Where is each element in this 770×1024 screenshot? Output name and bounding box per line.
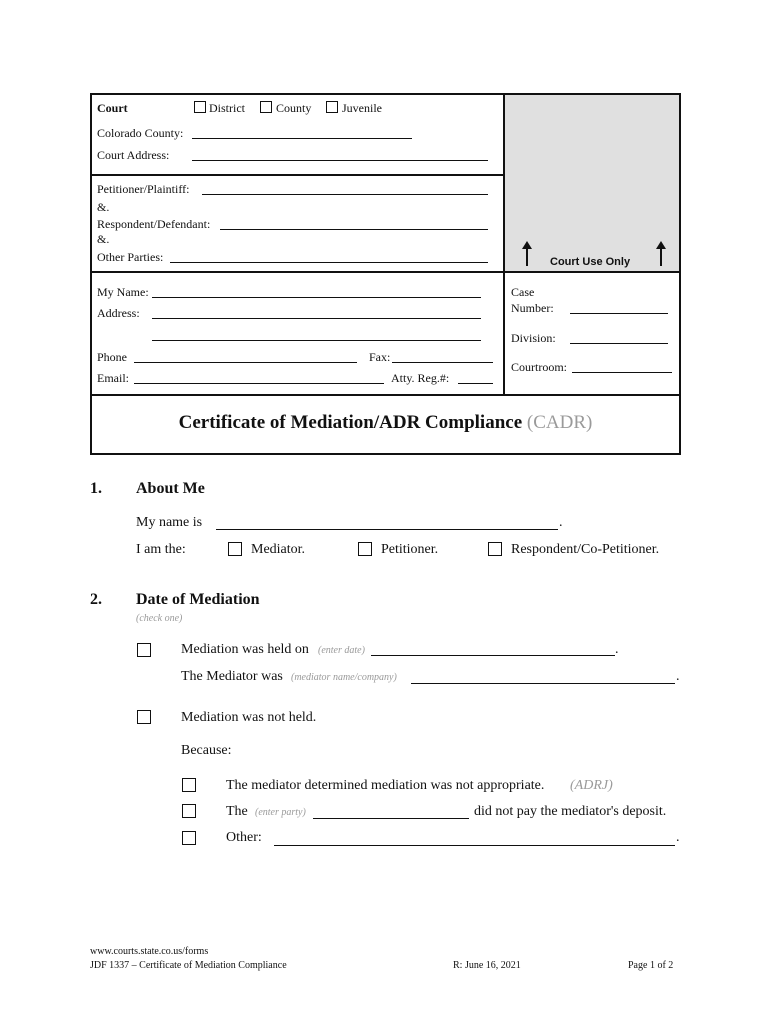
mediation-date-field[interactable] bbox=[371, 655, 615, 656]
caption-divider bbox=[503, 93, 505, 395]
division-field[interactable] bbox=[570, 343, 668, 344]
county-label: County bbox=[276, 101, 312, 115]
footer-page: Page 1 of 2 bbox=[628, 960, 674, 971]
reason-deposit-the: The bbox=[226, 804, 248, 819]
mediator-name-period: . bbox=[676, 669, 680, 684]
reason-not-appropriate-label: The mediator determined mediation was not appropriate. bbox=[226, 778, 545, 793]
amp-line-2: &. bbox=[97, 232, 110, 246]
section-2-number: 2. bbox=[90, 591, 102, 608]
section-1-heading: About Me bbox=[136, 480, 205, 497]
phone-label: Phone bbox=[97, 350, 127, 364]
enter-date-hint: (enter date) bbox=[318, 645, 365, 656]
mediator-name-field[interactable] bbox=[411, 683, 675, 684]
footer-form-id: JDF 1337 – Certificate of Mediation Compliance bbox=[90, 960, 287, 971]
courtroom-label: Courtroom: bbox=[511, 360, 567, 374]
court-address-label: Court Address: bbox=[97, 148, 170, 162]
my-name-field[interactable] bbox=[152, 297, 481, 298]
colorado-county-field[interactable] bbox=[192, 138, 412, 139]
atty-reg-field[interactable] bbox=[458, 383, 493, 384]
amp-line-1: &. bbox=[97, 200, 110, 214]
mediation-date-period: . bbox=[615, 642, 619, 657]
district-label: District bbox=[209, 101, 245, 115]
other-parties-label: Other Parties: bbox=[97, 250, 164, 264]
court-use-only-label: Court Use Only bbox=[550, 256, 631, 268]
mediator-checkbox[interactable] bbox=[228, 542, 242, 556]
party-field[interactable] bbox=[313, 818, 469, 819]
mediation-not-held-label: Mediation was not held. bbox=[181, 710, 317, 725]
section-1-number: 1. bbox=[90, 480, 102, 497]
court-address-field[interactable] bbox=[192, 160, 488, 161]
respondent-option-label: Respondent/Co-Petitioner. bbox=[511, 542, 660, 557]
title-main: Certificate of Mediation/ADR Compliance bbox=[178, 412, 523, 433]
mediator-label: Mediator. bbox=[251, 542, 306, 557]
because-label: Because: bbox=[181, 743, 232, 758]
fax-field[interactable] bbox=[392, 362, 493, 363]
petitioner-field[interactable] bbox=[202, 194, 488, 195]
reason-other-label: Other: bbox=[226, 830, 262, 845]
respondent-checkbox[interactable] bbox=[488, 542, 502, 556]
mediation-held-checkbox[interactable] bbox=[137, 643, 151, 657]
my-name-is-label: My name is bbox=[136, 515, 203, 530]
footer-revision: R: June 16, 2021 bbox=[453, 960, 521, 971]
section-2-heading: Date of Mediation bbox=[136, 591, 260, 608]
i-am-the-label: I am the: bbox=[136, 542, 186, 557]
mediator-was-label: The Mediator was bbox=[181, 669, 283, 684]
phone-field[interactable] bbox=[134, 362, 357, 363]
court-label: Court bbox=[97, 101, 128, 115]
mediation-held-label: Mediation was held on bbox=[181, 642, 309, 657]
case-number-field[interactable] bbox=[570, 313, 668, 314]
caption-rule-2 bbox=[90, 271, 681, 273]
footer-url: www.courts.state.co.us/forms bbox=[90, 946, 209, 957]
page-title bbox=[90, 412, 681, 434]
colorado-county-label: Colorado County: bbox=[97, 126, 184, 140]
address-label: Address: bbox=[97, 306, 140, 320]
petitioner-checkbox[interactable] bbox=[358, 542, 372, 556]
address-field-2[interactable] bbox=[152, 340, 481, 341]
county-checkbox[interactable] bbox=[260, 101, 272, 113]
atty-reg-label: Atty. Reg.#: bbox=[391, 371, 450, 385]
courtroom-field[interactable] bbox=[572, 372, 672, 373]
reason-deposit-checkbox[interactable] bbox=[182, 804, 196, 818]
petitioner-option-label: Petitioner. bbox=[381, 542, 439, 557]
my-name-label: My Name: bbox=[97, 285, 149, 299]
reason-not-appropriate-code: (ADRJ) bbox=[570, 778, 613, 793]
reason-not-appropriate-checkbox[interactable] bbox=[182, 778, 196, 792]
petitioner-label: Petitioner/Plaintiff: bbox=[97, 182, 190, 196]
arrow-up-icon bbox=[654, 241, 668, 267]
reason-other-period: . bbox=[676, 830, 680, 845]
respondent-field[interactable] bbox=[220, 229, 488, 230]
fax-label: Fax: bbox=[369, 350, 391, 364]
juvenile-label: Juvenile bbox=[342, 101, 382, 115]
reason-other-checkbox[interactable] bbox=[182, 831, 196, 845]
address-field-1[interactable] bbox=[152, 318, 481, 319]
enter-party-hint: (enter party) bbox=[255, 807, 306, 818]
respondent-label: Respondent/Defendant: bbox=[97, 217, 211, 231]
email-field[interactable] bbox=[134, 383, 384, 384]
reason-deposit-label: did not pay the mediator's deposit. bbox=[474, 804, 667, 819]
case-label: Case bbox=[511, 285, 535, 299]
my-name-is-field[interactable] bbox=[216, 529, 558, 530]
reason-other-field[interactable] bbox=[274, 845, 675, 846]
juvenile-checkbox[interactable] bbox=[326, 101, 338, 113]
mediation-not-held-checkbox[interactable] bbox=[137, 710, 151, 724]
email-label: Email: bbox=[97, 371, 129, 385]
caption-rule-1 bbox=[90, 174, 505, 176]
district-checkbox[interactable] bbox=[194, 101, 206, 113]
caption-rule-3 bbox=[90, 394, 681, 396]
title-code: (CADR) bbox=[526, 412, 593, 433]
mediator-name-hint: (mediator name/company) bbox=[291, 672, 397, 683]
case-number-label: Number: bbox=[511, 301, 554, 315]
arrow-up-icon bbox=[520, 241, 534, 267]
division-label: Division: bbox=[511, 331, 556, 345]
other-parties-field[interactable] bbox=[170, 262, 488, 263]
check-one-hint: (check one) bbox=[136, 613, 183, 624]
my-name-is-period: . bbox=[559, 515, 563, 530]
